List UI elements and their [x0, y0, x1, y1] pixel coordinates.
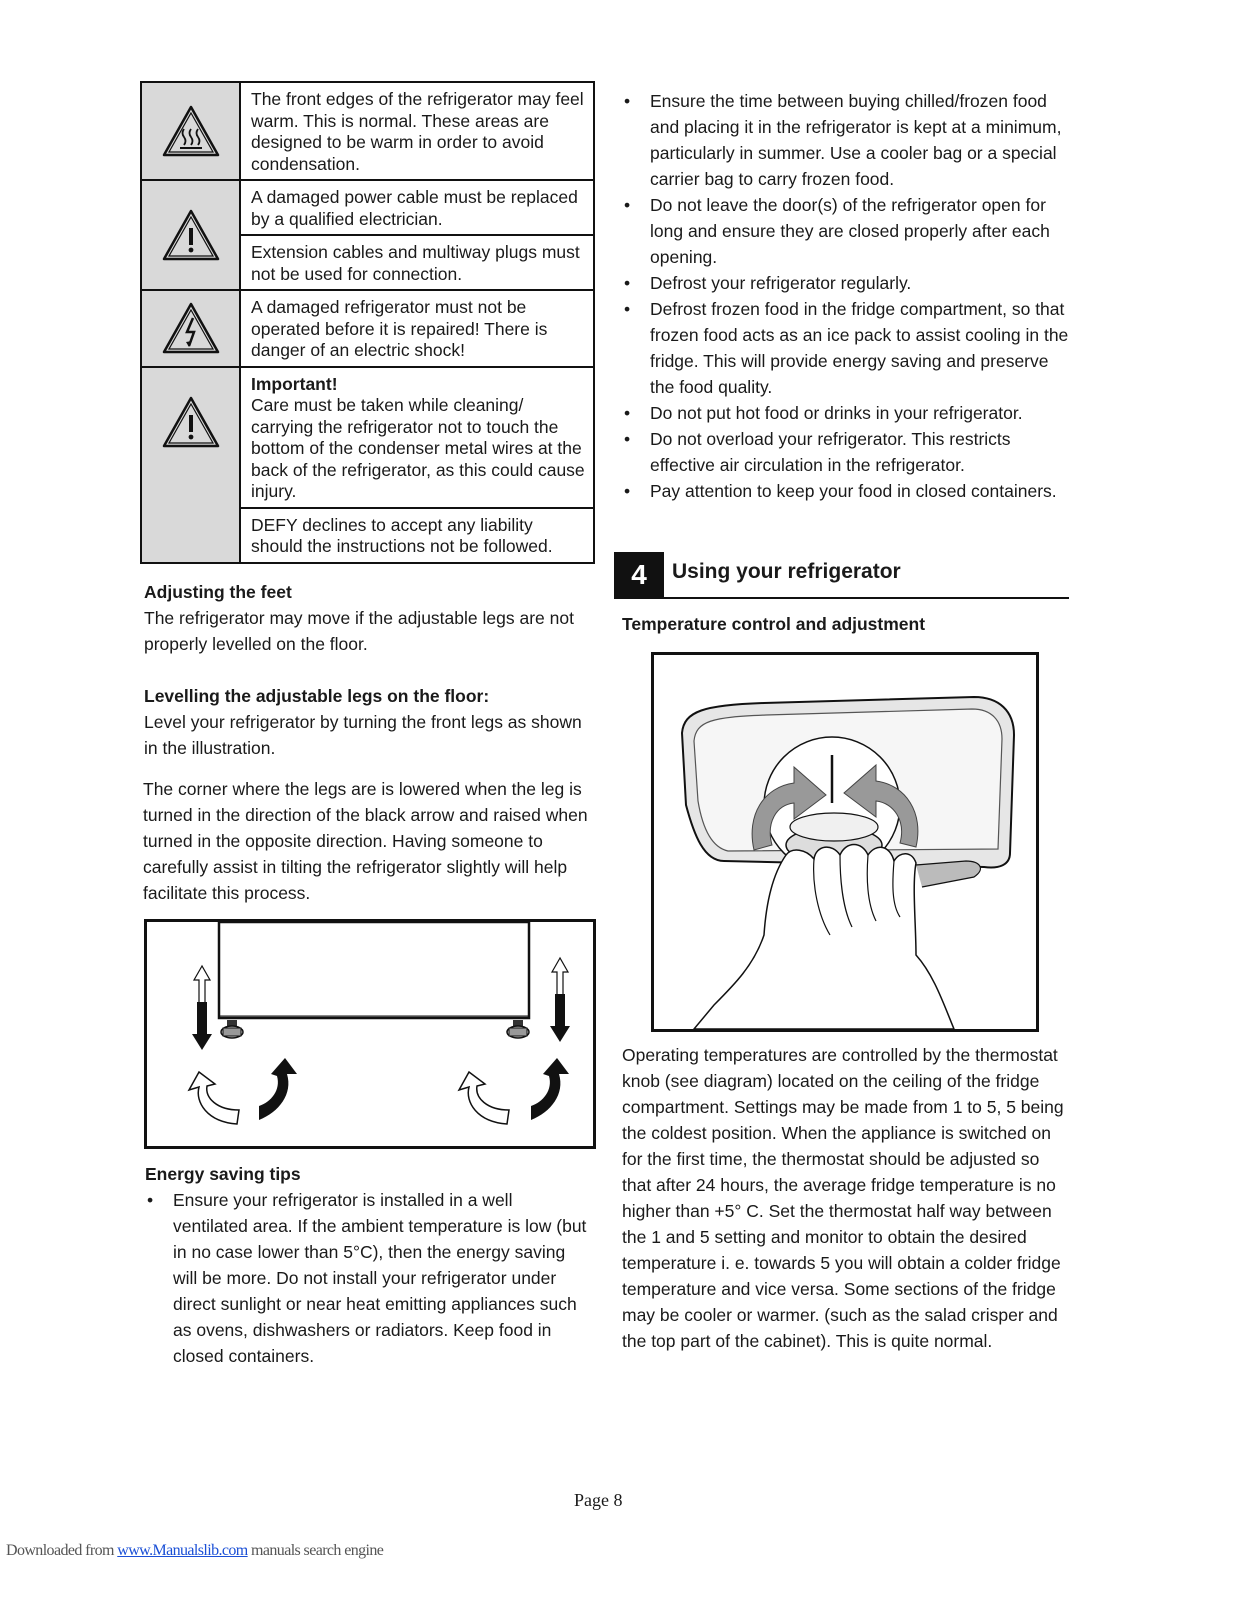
- manualslib-link[interactable]: www.Manualslib.com: [117, 1542, 248, 1559]
- thermostat-description: Operating temperatures are controlled by the thermostat knob (see diagram) located on the ceiling of the fridge compartment. Settings may be made from 1 to 5, 5 being the coldest position. When the appliance is switched on for the first time, the thermostat should be adjusted so that after 24 hours, the average fridge temperature is no higher than +5° C. Set the thermostat half way between the 1 and 5 setting and monitor to obtain the desired temperature i. e. towards 5 you will obtain a colder fridge temperature and vice versa. Some sections of the fridge may be cooler or warmer. (such as the salad crisper and the top part of the cabinet). This is quite normal.: [622, 1045, 1064, 1351]
- electric-shock-warning-icon: [161, 301, 221, 355]
- page-number: Page 8: [574, 1490, 623, 1510]
- download-prefix: Downloaded from: [6, 1542, 118, 1559]
- general-warning-icon: [161, 208, 221, 262]
- warning-icon-cell: [141, 180, 240, 290]
- important-label: Important!: [251, 373, 338, 394]
- list-item: • Ensure your refrigerator is installed in a well ventilated area. If the ambient temperature is low (but in no case lower than 5°C), then the energy saving will be more. Do not install your refrigerator under direct sunlight or near heat emitting appliances such as ovens, dishwashers or radiators. Keep food in closed containers.: [145, 1187, 590, 1369]
- download-suffix: manuals search engine: [247, 1542, 384, 1559]
- left-counterclockwise-arrow-icon: [189, 1072, 239, 1124]
- list-item: • Do not leave the door(s) of the refrigerator open for long and ensure they are closed properly after each opening.: [622, 192, 1072, 270]
- levelling-description: The corner where the legs are is lowered when the leg is turned in the direction of the black arrow and raised when turned in the opposite direction. Having someone to carefully assist in tilting the refrigerator slightly will help facilitate this process.: [143, 779, 588, 903]
- hand-illustration: [694, 845, 954, 1030]
- download-footer: [6, 1542, 383, 1560]
- warning-text: A damaged power cable must be replaced by a qualified electrician.: [240, 180, 594, 235]
- list-item: • Do not overload your refrigerator. This restricts effective air circulation in the refrigerator.: [622, 426, 1072, 478]
- levelling-legs-illustration: [144, 919, 596, 1149]
- temperature-control-heading: Temperature control and adjustment: [622, 614, 926, 634]
- list-item: • Ensure the time between buying chilled/frozen food and placing it in the refrigerator is kept at a minimum, particularly in summer. Use a cooler bag or a special carrier bag to carry frozen food.: [622, 88, 1072, 192]
- warning-text: DEFY declines to accept any liability should the instructions not be followed.: [240, 508, 594, 563]
- right-raise-lower-arrows-icon: [550, 958, 570, 1042]
- left-raise-lower-arrows-icon: [192, 966, 212, 1050]
- hot-surface-warning-icon: [161, 104, 221, 158]
- section-number: 4: [614, 552, 664, 598]
- general-warning-icon: [161, 395, 221, 449]
- thermostat-knob-illustration: [651, 652, 1039, 1032]
- section-title: Using your refrigerator: [672, 560, 901, 583]
- warning-text: The front edges of the refrigerator may feel warm. This is normal. These areas are designed to be warm in order to avoid condensation.: [240, 82, 594, 180]
- adjusting-feet-heading: Adjusting the feet: [144, 582, 292, 602]
- warning-text: [240, 367, 594, 508]
- warning-icon-cell: [141, 290, 240, 367]
- warning-text: Extension cables and multiway plugs must not be used for connection.: [240, 235, 594, 290]
- section-divider: [614, 597, 1069, 599]
- warning-icon-cell: [141, 367, 240, 563]
- right-clockwise-arrow-icon: [531, 1058, 569, 1120]
- list-item: • Defrost your refrigerator regularly.: [622, 270, 1072, 296]
- adjusting-feet-text: The refrigerator may move if the adjustable legs are not properly levelled on the floor.: [144, 608, 574, 654]
- list-item: • Defrost frozen food in the fridge compartment, so that frozen food acts as an ice pack to assist cooling in the fridge. This will provide energy saving and preserve the food quality.: [622, 296, 1072, 400]
- left-clockwise-arrow-icon: [259, 1058, 297, 1120]
- levelling-text: Level your refrigerator by turning the front legs as shown in the illustration.: [144, 712, 582, 758]
- energy-saving-heading: Energy saving tips: [145, 1164, 301, 1184]
- list-item: • Do not put hot food or drinks in your refrigerator.: [622, 400, 1072, 426]
- safety-warning-table: [140, 81, 595, 564]
- energy-tips-list-left: [145, 1187, 590, 1369]
- warning-text: A damaged refrigerator must not be operated before it is repaired! There is danger of an electric shock!: [240, 290, 594, 367]
- levelling-heading: Levelling the adjustable legs on the floor:: [144, 686, 490, 706]
- right-foot-icon: [507, 1020, 529, 1038]
- right-counterclockwise-arrow-icon: [459, 1072, 509, 1124]
- left-foot-icon: [221, 1020, 243, 1038]
- list-item: • Pay attention to keep your food in closed containers.: [622, 478, 1072, 504]
- warning-icon-cell: [141, 82, 240, 180]
- energy-tips-list-right: [622, 88, 1072, 504]
- refrigerator-body: [219, 922, 529, 1018]
- important-text: Care must be taken while cleaning/ carrying the refrigerator not to touch the bottom of the condenser metal wires at the back of the refrigerator, as this could cause injury.: [251, 395, 585, 501]
